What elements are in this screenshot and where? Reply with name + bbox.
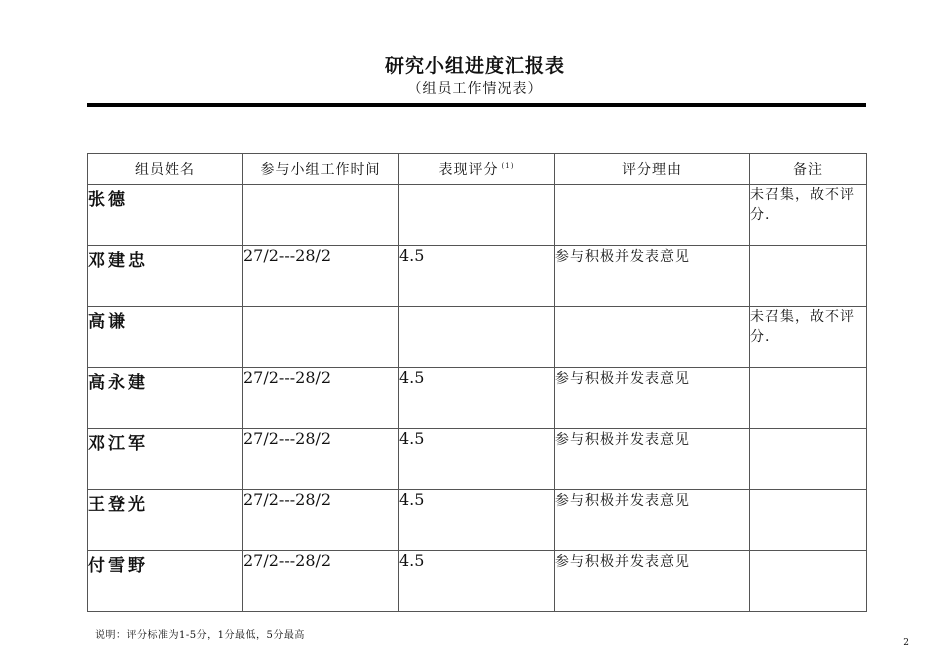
member-name: 邓江军	[88, 429, 243, 490]
work-period: 27/2---28/2	[243, 490, 399, 551]
remark: 未召集，故不评分.	[750, 307, 867, 368]
score-reason: 参与积极并发表意见	[555, 368, 750, 429]
page-number: 2	[903, 638, 909, 648]
page-title: 研究小组进度汇报表	[384, 55, 565, 77]
score	[399, 185, 555, 246]
remark: 未召集，故不评分.	[750, 185, 867, 246]
score: 4.5	[399, 429, 555, 490]
footnote: 说明：评分标准为1-5分，1分最低，5分最高	[95, 630, 305, 641]
work-period: 27/2---28/2	[243, 368, 399, 429]
member-name: 张德	[88, 185, 243, 246]
member-name: 付雪野	[88, 551, 243, 612]
remark	[750, 551, 867, 612]
footnote-marker: (1)	[501, 162, 515, 170]
work-period	[243, 307, 399, 368]
header-reason: 评分理由	[555, 154, 750, 185]
score-reason	[555, 185, 750, 246]
score: 4.5	[399, 368, 555, 429]
table-row	[88, 368, 867, 429]
work-period: 27/2---28/2	[243, 429, 399, 490]
header-remark: 备注	[750, 154, 867, 185]
score-reason: 参与积极并发表意见	[555, 490, 750, 551]
score: 4.5	[399, 490, 555, 551]
work-period: 27/2---28/2	[243, 551, 399, 612]
title-divider	[87, 103, 866, 107]
table-row	[88, 490, 867, 551]
table-header-row	[88, 154, 867, 185]
member-name: 邓建忠	[88, 246, 243, 307]
score	[399, 307, 555, 368]
score-reason: 参与积极并发表意见	[555, 429, 750, 490]
table-row	[88, 307, 867, 368]
score-reason: 参与积极并发表意见	[555, 551, 750, 612]
table-row	[88, 429, 867, 490]
remark	[750, 246, 867, 307]
member-name: 高谦	[88, 307, 243, 368]
remark	[750, 429, 867, 490]
header-score: 表现评分 $^{(1)}$	[399, 154, 555, 185]
table-row	[88, 185, 867, 246]
score: 4.5	[399, 551, 555, 612]
member-name: 王登光	[88, 490, 243, 551]
score-reason	[555, 307, 750, 368]
remark	[750, 490, 867, 551]
score-reason: 参与积极并发表意见	[555, 246, 750, 307]
score: 4.5	[399, 246, 555, 307]
progress-table	[87, 153, 867, 612]
member-name: 高永建	[88, 368, 243, 429]
header-name: 组员姓名	[88, 154, 243, 185]
remark	[750, 368, 867, 429]
work-period: 27/2---28/2	[243, 246, 399, 307]
page-subtitle: （组员工作情况表）	[407, 81, 543, 97]
work-period	[243, 185, 399, 246]
table-row	[88, 551, 867, 612]
header-period: 参与小组工作时间	[243, 154, 399, 185]
table-row	[88, 246, 867, 307]
